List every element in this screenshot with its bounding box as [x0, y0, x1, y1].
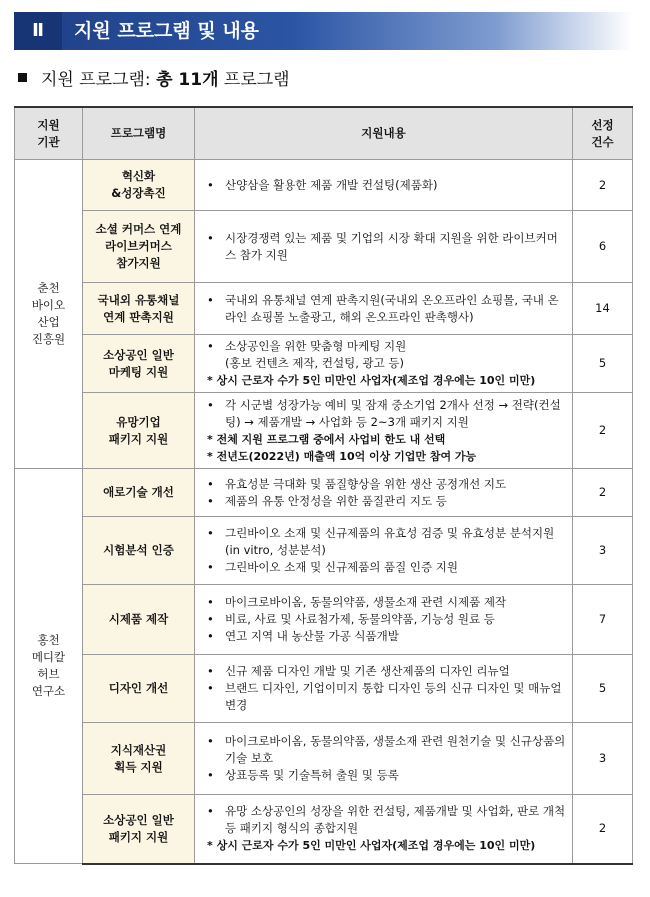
support-content-cell	[195, 211, 573, 283]
selection-count-cell: 7	[573, 585, 633, 655]
bullet-icon: •	[207, 177, 214, 192]
header-institution: 지원 기관	[15, 107, 83, 160]
program-name-cell: 디자인 개선	[83, 655, 195, 723]
support-content-cell	[195, 655, 573, 723]
bullet-icon: •	[207, 397, 214, 412]
selection-count-cell: 2	[573, 469, 633, 517]
bullet-icon: •	[207, 526, 214, 540]
table-row	[15, 795, 633, 864]
institution-cell: 홍천 메디칼 허브 연구소	[15, 469, 83, 864]
table-row	[15, 160, 633, 211]
bullet-icon: •	[207, 595, 214, 609]
bullet-text: 신규 제품 디자인 개발 및 기존 생산제품의 디자인 리뉴얼	[225, 664, 510, 678]
table-body	[15, 160, 633, 864]
content-bullet	[207, 397, 566, 431]
program-name-cell: 소상공인 일반 패키지 지원	[83, 795, 195, 864]
bullet-text: 마이크로바이옴, 동물의약품, 생물소재 관련 시제품 제작	[225, 595, 507, 609]
subheading-prefix: 지원 프로그램:	[41, 70, 157, 90]
bullet-text: 시장경쟁력 있는 제품 및 기업의 시장 확대 지원을 위한 라이브커머스 참가 지원	[225, 230, 558, 262]
selection-count-cell: 3	[573, 517, 633, 585]
bullet-text: 브랜드 디자인, 기업이미지 통합 디자인 등의 신규 디자인 및 매뉴얼 변경	[225, 681, 562, 712]
support-content-cell	[195, 517, 573, 585]
bullet-text: 연고 지역 내 농산물 가공 식품개발	[225, 629, 399, 643]
content-bullet	[207, 338, 566, 355]
selection-count-cell: 5	[573, 655, 633, 723]
content-note: * 전체 지원 프로그램 중에서 사업비 한도 내 선택	[207, 432, 446, 446]
support-content-cell	[195, 469, 573, 517]
content-bullet	[207, 177, 566, 194]
content-bullet	[207, 663, 566, 680]
bullet-text: 소상공인을 위한 맞춤형 마케팅 지원	[225, 339, 407, 353]
selection-count-cell: 14	[573, 283, 633, 335]
bullet-text: 비료, 사료 및 사료첨가제, 동물의약품, 기능성 원료 등	[225, 612, 495, 626]
bullet-icon: •	[207, 476, 214, 491]
content-bullet	[207, 525, 566, 559]
support-content-cell	[195, 283, 573, 335]
bullet-text: 각 시군별 성장가능 예비 및 잠재 중소기업 2개사 선정 → 전략(컨설팅) → 제품개발 → 사업화 등 2~3개 패키지 지원	[225, 397, 561, 429]
subheading-count: 총 11개	[156, 70, 219, 90]
table-row	[15, 655, 633, 723]
selection-count-cell: 2	[573, 795, 633, 864]
header-count: 선정 건수	[573, 107, 633, 160]
content-bullet	[207, 628, 566, 645]
program-name-cell: 시험분석 인증	[83, 517, 195, 585]
section-banner	[14, 12, 632, 50]
content-bullet	[207, 767, 566, 784]
bullet-icon: •	[207, 804, 214, 819]
institution-cell: 춘천 바이오 산업 진흥원	[15, 160, 83, 469]
content-bullet	[207, 680, 566, 714]
selection-count-cell: 6	[573, 211, 633, 283]
selection-count-cell: 3	[573, 723, 633, 795]
content-bullet	[207, 594, 566, 611]
content-bullet	[207, 611, 566, 628]
bullet-icon: •	[207, 734, 214, 748]
content-bullet	[207, 493, 566, 510]
support-content-cell	[195, 795, 573, 864]
square-bullet-icon	[18, 73, 27, 82]
program-name-cell: 지식재산권 획득 지원	[83, 723, 195, 795]
content-note: * 상시 근로자 수가 5인 미만인 사업자(제조업 경우에는 10인 미만)	[207, 839, 536, 853]
bullet-text: 유효성분 극대화 및 품질향상을 위한 생산 공정개선 지도	[225, 476, 507, 491]
header-program: 프로그램명	[83, 107, 195, 160]
bullet-text: 유망 소상공인의 성장을 위한 컨설팅, 제품개발 및 사업화, 판로 개척 등 패키지 형식의 종합지원	[225, 804, 566, 836]
program-name-cell: 애로기술 개선	[83, 469, 195, 517]
content-bullet	[207, 476, 566, 493]
support-content-cell	[195, 160, 573, 211]
content-bullet	[207, 230, 566, 264]
bullet-text: 산양삼을 활용한 제품 개발 컨설팅(제품화)	[225, 177, 438, 192]
support-content-cell	[195, 585, 573, 655]
bullet-icon: •	[207, 560, 214, 574]
bullet-text: 제품의 유통 안정성을 위한 품질관리 지도 등	[225, 493, 447, 508]
bullet-text: 그린바이오 소재 및 신규제품의 유효성 검증 및 유효성분 분석지원 (in vitro, 성분분석)	[225, 526, 555, 557]
selection-count-cell: 5	[573, 335, 633, 393]
table-row	[15, 335, 633, 393]
content-note: * 상시 근로자 수가 5인 미만인 사업자(제조업 경우에는 10인 미만)	[207, 374, 536, 387]
table-row	[15, 517, 633, 585]
bullet-text: 국내외 유통채널 연계 판촉지원(국내외 온오프라인 쇼핑몰, 국내 온라인 쇼핑몰 노출광고, 해외 온오프라인 판촉행사)	[225, 292, 559, 324]
program-name-cell: 소셜 커머스 연계 라이브커머스 참가지원	[83, 211, 195, 283]
header-content: 지원내용	[195, 107, 573, 160]
bullet-icon: •	[207, 768, 214, 782]
bullet-icon: •	[207, 681, 214, 695]
program-name-cell: 혁신화 &성장촉진	[83, 160, 195, 211]
program-name-cell: 국내외 유통채널 연계 판촉지원	[83, 283, 195, 335]
program-name-cell: 시제품 제작	[83, 585, 195, 655]
content-bullet	[207, 292, 566, 326]
content-subline: (홍보 컨텐츠 제작, 컨설팅, 광고 등)	[225, 356, 404, 370]
bullet-icon: •	[207, 339, 214, 353]
content-bullet	[207, 733, 566, 767]
table-header-row	[15, 107, 633, 160]
support-content-cell	[195, 393, 573, 469]
table-row	[15, 283, 633, 335]
program-table	[14, 106, 633, 865]
subheading-suffix: 프로그램	[218, 70, 290, 90]
bullet-icon: •	[207, 629, 214, 643]
program-name-cell: 소상공인 일반 마케팅 지원	[83, 335, 195, 393]
selection-count-cell: 2	[573, 393, 633, 469]
support-content-cell	[195, 723, 573, 795]
table-row	[15, 393, 633, 469]
bullet-text: 그린바이오 소재 및 신규제품의 품질 인증 지원	[225, 560, 459, 574]
bullet-icon: •	[207, 664, 214, 678]
content-bullet	[207, 803, 566, 837]
bullet-icon: •	[207, 493, 214, 508]
support-content-cell	[195, 335, 573, 393]
program-name-cell: 유망기업 패키지 지원	[83, 393, 195, 469]
bullet-icon: •	[207, 230, 214, 245]
section-title: 지원 프로그램 및 내용	[74, 20, 260, 42]
selection-count-cell: 2	[573, 160, 633, 211]
subheading	[18, 68, 290, 92]
section-number: Ⅱ	[14, 12, 62, 50]
bullet-icon: •	[207, 292, 214, 307]
content-bullet	[207, 559, 566, 576]
bullet-text: 상표등록 및 기술특허 출원 및 등록	[225, 768, 399, 782]
table-row	[15, 469, 633, 517]
content-note: * 전년도(2022년) 매출액 10억 이상 기업만 참여 가능	[207, 449, 477, 463]
bullet-icon: •	[207, 612, 214, 626]
table-row	[15, 211, 633, 283]
bullet-text: 마이크로바이옴, 동물의약품, 생물소재 관련 원천기술 및 신규상품의 기술 보호	[225, 734, 566, 765]
table-row	[15, 585, 633, 655]
table-row	[15, 723, 633, 795]
